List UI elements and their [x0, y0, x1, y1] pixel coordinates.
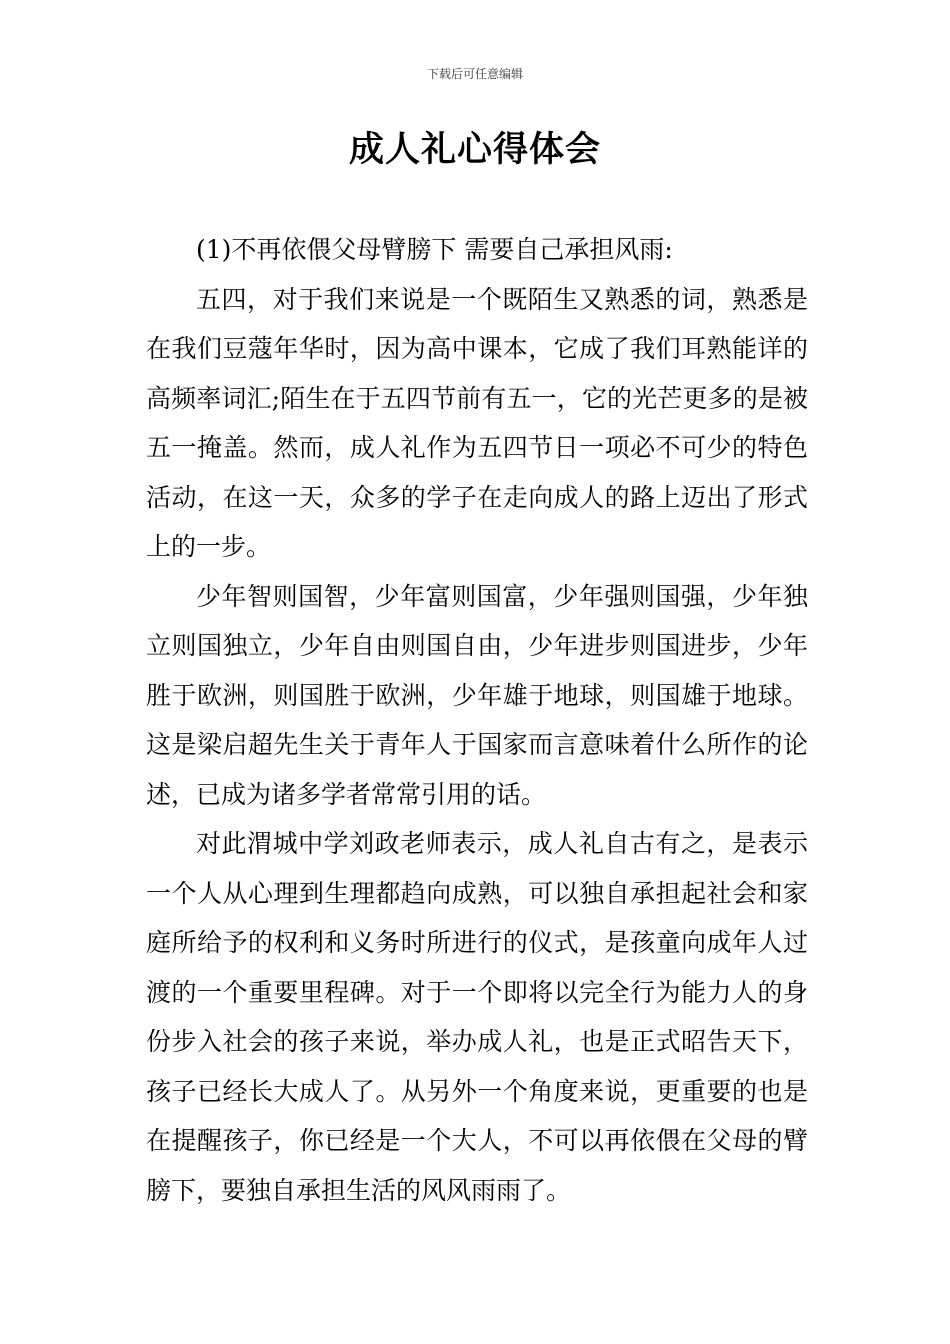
paragraph-subheading: (1)不再依偎父母臂膀下 需要自己承担风雨:	[196, 235, 673, 264]
document-body	[146, 225, 808, 1215]
paragraph: 少年智则国智，少年富则国富，少年强则国强，少年独立则国独立，少年自由则国自由，少年进步则国进步，少年胜于欧洲，则国胜于欧洲，少年雄于地球，则国雄于地球。这是梁启超先生关于青年人于国家而言意味着什么所作的论述，已成为诸多学者常常引用的话。	[146, 581, 808, 809]
paragraph: 对此渭城中学刘政老师表示，成人礼自古有之，是表示一个人从心理到生理都趋向成熟，可以独自承担起社会和家庭所给予的权利和义务时所进行的仪式，是孩童向成年人过渡的一个重要里程碑。对于一个即将以完全行为能力人的身份步入社会的孩子来说，举办成人礼，也是正式昭告天下，孩子已经长大成人了。从另外一个角度来说，更重要的也是在提醒孩子，你已经是一个大人，不可以再依偎在父母的臂膀下，要独自承担生活的风风雨雨了。	[146, 829, 808, 1205]
header-note: 下载后可任意编辑	[426, 67, 523, 81]
document-title: 成人礼心得体会	[348, 130, 601, 170]
paragraph: 五四，对于我们来说是一个既陌生又熟悉的词，熟悉是在我们豆蔻年华时，因为高中课本，它成了我们耳熟能详的高频率词汇;陌生在于五四节前有五一，它的光芒更多的是被五一掩盖。然而，成人礼作为五四节日一项必不可少的特色活动，在这一天，众多的学子在走向成人的路上迈出了形式上的一步。	[146, 284, 808, 561]
